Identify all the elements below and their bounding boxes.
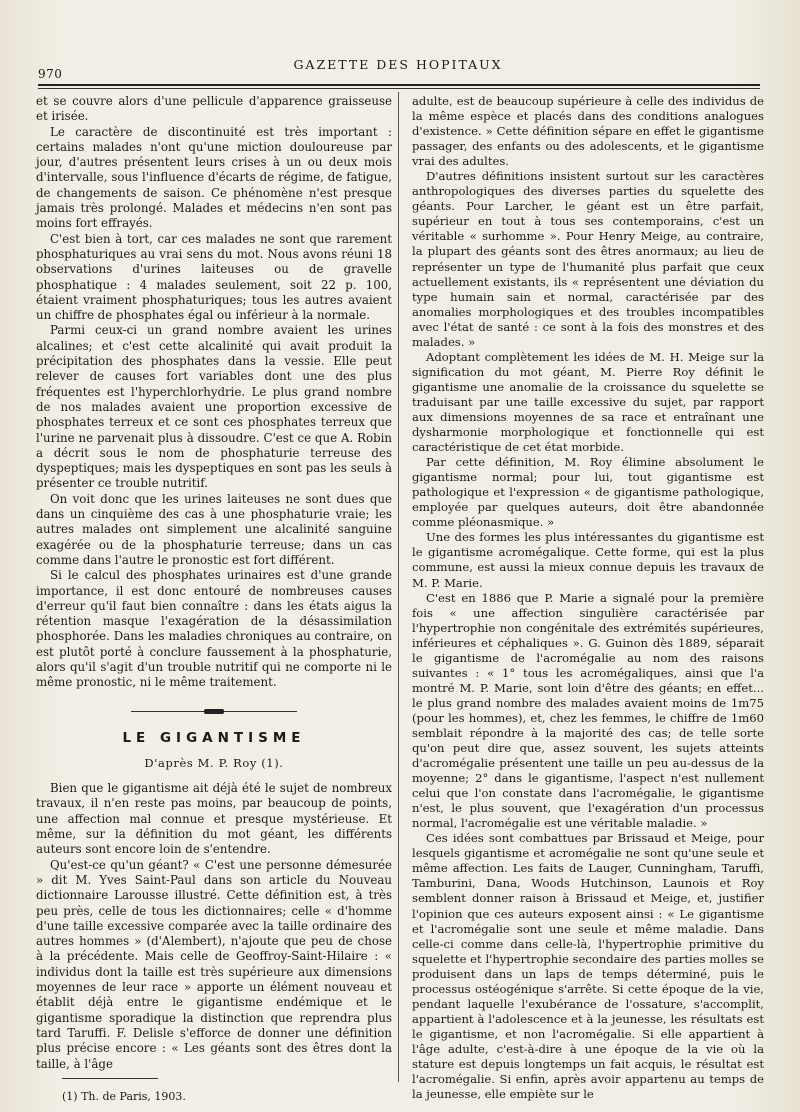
section-separator bbox=[36, 699, 392, 725]
footnote-rule bbox=[62, 1078, 158, 1079]
page-header bbox=[38, 55, 758, 85]
paragraph: Bien que le gigantisme ait déjà été le sujet de nombreux travaux, il n'en reste pas moins, par beaucoup de points, une affection mal connue et presque mystérieuse. Et même, sur la définition du mot géant, les différents auteurs sont encore loin de s'entendre. bbox=[36, 781, 392, 857]
paragraph: Le caractère de discontinuité est très important : certains malades n'ont qu'une miction douloureuse par jour, d'autres présentent leurs crises à un ou deux mois d'intervalle, sous l'influence d'écarts de régime, de fatigue, de changements de saison. Ce phénomène n'est presque jamais très prolongé. Malades et médecins n'en sont pas moins fort effrayés. bbox=[36, 124, 392, 231]
paragraph: Qu'est-ce qu'un géant? « C'est une personne démesurée » dit M. Yves Saint-Paul dans son article du Nouveau dictionnaire Larousse illustré. Cette définition est, à très peu près, celle de tous les dictionnaires; celle « d'homme d'une taille excessive comparée avec la taille ordinaire des autres hommes » (d'Alembert), n'ajoute que peu de chose à la précédente. Mais celle de Geoffroy-Saint-Hilaire : « individus dont la taille est très supérieure aux dimensions moyennes de leur race » apporte un élément nouveau et établit déjà entre le gigantisme endémique et le gigantisme sporadique la distinction que reprendra plus tard Taruffi. F. Delisle s'efforce de donner une définition plus précise encore : « Les géants sont des êtres dont la taille, à l'âge bbox=[36, 857, 392, 1071]
article-byline: D'après M. P. Roy (1). bbox=[144, 755, 284, 770]
paragraph: adulte, est de beaucoup supérieure à celle des individus de la même espèce et placés dans des conditions analogues d'existence. » Cette définition sépare en effet le gigantisme passager, des enfants ou des adolescents, et le gigantisme vrai des adultes. bbox=[412, 94, 764, 169]
paragraph: C'est bien à tort, car ces malades ne sont que rarement phosphaturiques au vrai sens du mot. Nous avons réuni 18 observations d'urines laiteuses ou de gravelle phosphatique : 4 malades seulement, soit 22 p. 100, étaient vraiment phosphaturiques; tous les autres avaient un chiffre de phosphates égal ou inférieur à la normale. bbox=[36, 231, 392, 323]
paragraph: Une des formes les plus intéressantes du gigantisme est le gigantisme acromégalique. Cette forme, qui est la plus commune, est aussi la mieux connue depuis les travaux de M. P. Marie. bbox=[412, 530, 764, 590]
column-divider bbox=[398, 92, 399, 1082]
header-rule-thick bbox=[38, 84, 760, 86]
paragraph: et se couvre alors d'une pellicule d'apparence graisseuse et irisée. bbox=[36, 94, 392, 124]
paragraph: On voit donc que les urines laiteuses ne sont dues que dans un cinquième des cas à une phosphaturie vraie; les autres malades ont simplement une alcalinité sanguine exagérée ou de la phosphaturie terreuse; dans un cas comme dans l'autre le pronostic est fort différent. bbox=[36, 491, 392, 567]
separator-ornament bbox=[204, 709, 224, 714]
paragraph: Si le calcul des phosphates urinaires est d'une grande importance, il est donc entouré de nombreuses causes d'erreur qu'il faut bien connaître : dans les états aigus la rétention masque l'exagération de la désassimilation phosphorée. Dans les maladies chroniques au contraire, on est plutôt porté à conclure faussement à la phosphaturie, alors qu'il s'agit d'un trouble nutritif qui ne comporte ni le même pronostic, ni le même traitement. bbox=[36, 568, 392, 690]
running-title: GAZETTE DES HOPITAUX bbox=[293, 57, 503, 72]
header-rule-thin bbox=[38, 88, 760, 89]
article-title: LE GIGANTISME bbox=[122, 729, 306, 746]
page-number: 970 bbox=[38, 67, 63, 81]
paragraph: Ces idées sont combattues par Brissaud et Meige, pour lesquels gigantisme et acromégalie ne sont qu'une seule et même affection. Les faits de Lauger, Cunningham, Taruffi, Tamburini, Dana, Woods Hutchinson, Launois et Roy semblent donner raison à Brissaud et Meige, et, justifier l'opinion que ces auteurs exposent ainsi : « Le gigantisme et l'acromégalie sont une seule et même maladie. Dans celle-ci comme dans celle-là, l'hypertrophie primitive du squelette et l'hypertrophie secondaire des parties molles se produisent dans un laps de temps déterminé, puis le processus ostéogénique s'arrête. Si cette époque de la vie, pendant laquelle l'exubérance de l'ossature, s'accomplit, appartient à l'adolescence et à la jeunesse, les résultats est le gigantisme, et non l'acromégalie. Si elle appartient à l'âge adulte, c'est-à-dire à une époque de la vie où la stature est depuis longtemps un fait acquis, le résultat est l'acromégalie. Si enfin, après avoir appartenu au temps de la jeunesse, elle empiète sur le bbox=[412, 831, 764, 1102]
paragraph: D'autres définitions insistent surtout sur les caractères anthropologiques des diverses parties du squelette des géants. Pour Larcher, le géant est un être parfait, supérieur en tout à tous ses contemporains, c'est un véritable « surhomme ». Pour Henry Meige, au contraire, la plupart des géants sont des êtres anormaux; au lieu de représenter un type de l'humanité plus parfait que ceux actuellement existants, ils « représentent une déviation du type humain sain et normal, caractérisée par des anomalies morphologiques et des troubles incompatibles avec l'état de santé : ce sont à la fois des monstres et des malades. » bbox=[412, 169, 764, 349]
paragraph: C'est en 1886 que P. Marie a signalé pour la première fois « une affection singulière caractérisée par l'hypertrophie non congénitale des extrémités supérieures, inférieures et céphaliques ». G. Guinon dès 1889, séparait le gigantisme de l'acromégalie au nom des raisons suivantes : « 1° tous les acromégaliques, ainsi que l'a montré M. P. Marie, sont loin d'être des géants; en effet... le plus grand nombre des malades avaient moins de 1m75 (pour les hommes), et, chez les femmes, le chiffre de 1m60 semblait répondre à la majorité des cas; de telle sorte qu'on peut dire que, assez souvent, les sujets atteints d'acromégalie présentent une taille un peu au-dessus de la moyenne; 2° dans le gigantisme, l'aspect n'est nullement celui que l'on constate dans l'acromégalie, le gigantisme n'est, le plus souvent, que l'exagération d'un processus normal, l'acromégalie est une véritable maladie. » bbox=[412, 590, 764, 831]
left-column bbox=[36, 94, 392, 1072]
paragraph: Par cette définition, M. Roy élimine absolument le gigantisme normal; pour lui, tout gigantisme est pathologique et l'expression « de gigantisme pathologique, employée par quelques auteurs, doit être abandonnée comme pléonasmique. » bbox=[412, 455, 764, 530]
right-column bbox=[412, 94, 764, 1102]
paragraph: Adoptant complètement les idées de M. H. Meige sur la signification du mot géant, M. Pierre Roy définit le gigantisme une anomalie de la croissance du squelette se traduisant par une taille excessive du sujet, par rapport aux dimensions moyennes de sa race et entraînant une dysharmonie morphologique et fonctionnelle qui est caractéristique de cet état morbide. bbox=[412, 349, 764, 455]
paragraph: Parmi ceux-ci un grand nombre avaient les urines alcalines; et c'est cette alcalinité qui avait produit la précipitation des phosphates dans la vessie. Elle peut relever de causes fort variables dont une des plus fréquentes est l'hyperchlorhydrie. Le plus grand nombre de nos malades avaient une proportion excessive de phosphates terreux et ce sont ces phosphates terreux que l'urine ne parvenait plus à dissoudre. C'est ce que A. Robin a décrit sous le nom de phosphaturie terreuse des dyspeptiques; mais les dyspeptiques en sont pas les seuls à présenter ce trouble nutritif. bbox=[36, 323, 392, 491]
footnote: (1) Th. de Paris, 1903. bbox=[62, 1090, 186, 1103]
